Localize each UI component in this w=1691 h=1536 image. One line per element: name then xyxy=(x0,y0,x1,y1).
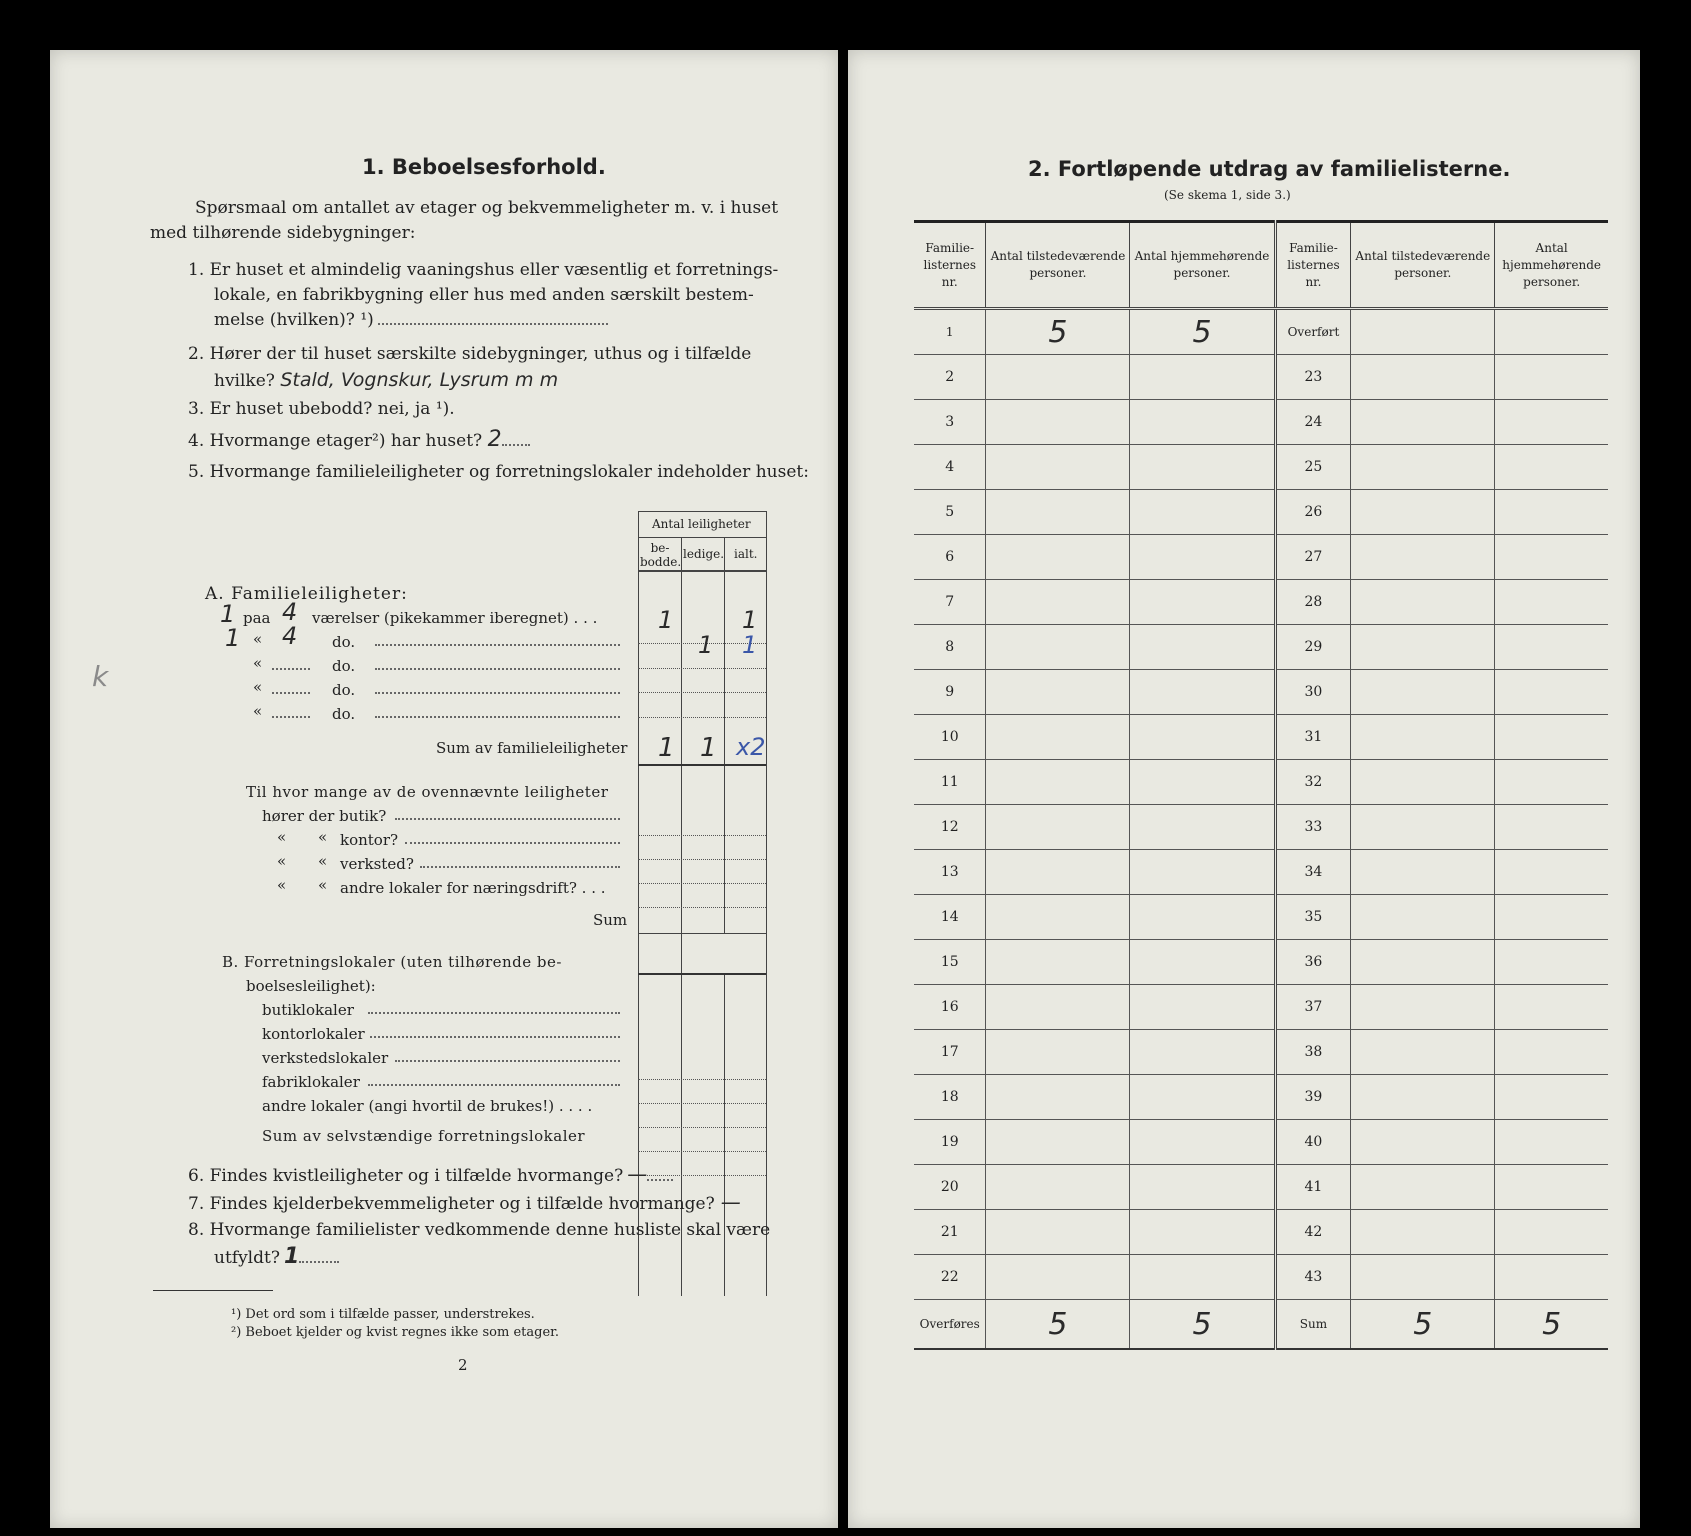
family-list-table xyxy=(914,220,1608,1350)
cell-present-count xyxy=(986,490,1130,535)
cell-present-count xyxy=(986,1075,1130,1120)
cell-present-count xyxy=(986,625,1130,670)
cell-list-nr: 10 xyxy=(914,715,986,760)
cell-present-count xyxy=(986,400,1130,445)
b3-dots xyxy=(395,1046,620,1062)
table-row xyxy=(914,400,1608,445)
til-hvor-mange-verksted: verksted? xyxy=(340,855,414,873)
question-2-text: hvilke? xyxy=(214,371,275,391)
table-row xyxy=(914,580,1608,625)
cell-list-nr-2: 28 xyxy=(1275,580,1351,625)
cell-present-count-2 xyxy=(1351,940,1495,985)
b-kontorlokaler: kontorlokaler xyxy=(262,1025,365,1043)
grid-row-line xyxy=(638,907,766,908)
ditto-mark: « xyxy=(253,702,263,720)
row-5-do: do. xyxy=(332,705,356,723)
cell-present-count xyxy=(986,580,1130,625)
table-row xyxy=(914,1300,1608,1350)
table-row xyxy=(914,1075,1608,1120)
row-3-rooms-line xyxy=(272,654,310,670)
table-row xyxy=(914,1210,1608,1255)
left-page xyxy=(50,50,838,1528)
question-1-line-2: lokale, en fabrikbygning eller hus med anden særskilt bestem- xyxy=(214,285,754,305)
cell-present-count xyxy=(986,535,1130,580)
cell-list-nr-2: 38 xyxy=(1275,1030,1351,1075)
cell-resident-count-2 xyxy=(1495,355,1608,400)
table-row xyxy=(914,1255,1608,1300)
col-bebodde: be-bodde. xyxy=(640,541,682,569)
intro-line-1: Spørsmaal om antallet av etager og bekvemmeligheter m. v. i huset xyxy=(195,198,779,218)
cell-list-nr: 4 xyxy=(914,445,986,490)
cell-present-count xyxy=(986,760,1130,805)
answer-line xyxy=(647,1165,673,1181)
question-1-text: melse (hvilken)? ¹) xyxy=(214,310,374,330)
cell-resident-count-2 xyxy=(1495,400,1608,445)
cell-resident-count-2 xyxy=(1495,1075,1608,1120)
footnote-2: ²) Beboet kjelder og kvist regnes ikke som etager. xyxy=(231,1325,560,1340)
table-body xyxy=(914,309,1608,1350)
cell-list-nr-2: Sum xyxy=(1275,1300,1351,1350)
ditto-mark: « xyxy=(277,852,287,870)
cell-list-nr-2: 29 xyxy=(1275,625,1351,670)
intro-line-2: med tilhørende sidebygninger: xyxy=(150,223,416,243)
header-hjemmehorende-2: Antal hjemmehørende personer. xyxy=(1495,222,1608,309)
table-row xyxy=(914,940,1608,985)
cell-list-nr: 14 xyxy=(914,895,986,940)
table-row xyxy=(914,895,1608,940)
cell-resident-count-2 xyxy=(1495,715,1608,760)
cell-present-count-2 xyxy=(1351,490,1495,535)
cell-resident-count xyxy=(1130,1255,1275,1300)
cell-resident-count xyxy=(1130,670,1275,715)
row-2-ialt-value: 1 xyxy=(742,631,758,659)
cell-list-nr: 6 xyxy=(914,535,986,580)
cell-list-nr: 3 xyxy=(914,400,986,445)
cell-present-count-2 xyxy=(1351,670,1495,715)
question-4 xyxy=(188,427,530,454)
cell-present-count xyxy=(986,445,1130,490)
row-1-text: værelser (pikekammer iberegnet) . . . xyxy=(312,609,598,627)
cell-present-count-2 xyxy=(1351,895,1495,940)
cell-list-nr: Overføres xyxy=(914,1300,986,1350)
row-2-do: do. xyxy=(332,633,356,651)
table-row xyxy=(914,715,1608,760)
cell-resident-count xyxy=(1130,895,1275,940)
sum-ialt-value: x2 xyxy=(736,733,766,761)
section-2-title: 2. Fortløpende utdrag av familielisterne. xyxy=(1028,157,1511,181)
b-andre-lokaler: andre lokaler (angi hvortil de brukes!) . . . . xyxy=(262,1097,593,1115)
cell-present-count-2 xyxy=(1351,985,1495,1030)
section-1-title: 1. Beboelsesforhold. xyxy=(362,155,606,179)
table-row xyxy=(914,625,1608,670)
cell-resident-count xyxy=(1130,1165,1275,1210)
row-1-count: 1 xyxy=(220,600,236,628)
row-2-dots xyxy=(375,630,620,646)
sum-label: Sum xyxy=(593,911,628,929)
header-hjemmehorende: Antal hjemmehørende personer. xyxy=(1130,222,1275,309)
grid-row-line xyxy=(638,668,766,669)
cell-resident-count-2 xyxy=(1495,625,1608,670)
section-2-subtitle: (Se skema 1, side 3.) xyxy=(1164,188,1291,202)
table-row xyxy=(914,1030,1608,1075)
header-tilstedevaerende: Antal tilstedeværende personer. xyxy=(986,222,1130,309)
cell-present-count xyxy=(986,1210,1130,1255)
section-b-line-1: B. Forretningslokaler (uten tilhørende be- xyxy=(222,953,562,971)
cell-list-nr-2: 40 xyxy=(1275,1120,1351,1165)
b2-dots xyxy=(370,1022,620,1038)
cell-resident-count-2 xyxy=(1495,1165,1608,1210)
cell-resident-count-2 xyxy=(1495,1030,1608,1075)
cell-present-count-2 xyxy=(1351,1120,1495,1165)
question-8-line-1: 8. Hvormange familielister vedkommende denne husliste skal være xyxy=(188,1220,771,1240)
cell-list-nr: 15 xyxy=(914,940,986,985)
section-b-line-2: boelsesleilighet): xyxy=(246,977,376,995)
antal-header: Antal leiligheter xyxy=(652,517,751,531)
footnote-1: ¹) Det ord som i tilfælde passer, understrekes. xyxy=(231,1307,535,1322)
cell-present-count-2 xyxy=(1351,625,1495,670)
b4-dots xyxy=(368,1070,620,1086)
grid-sum-line xyxy=(638,764,766,766)
cell-list-nr-2: 32 xyxy=(1275,760,1351,805)
row-4-dots xyxy=(375,678,620,694)
cell-list-nr: 16 xyxy=(914,985,986,1030)
grid-section-line xyxy=(638,973,766,975)
cell-resident-count xyxy=(1130,355,1275,400)
grid-sum-line xyxy=(638,933,766,934)
header-familielisternes-nr-2: Familie-listernes nr. xyxy=(1275,222,1351,309)
cell-resident-count xyxy=(1130,535,1275,580)
question-8-answer: 1 xyxy=(283,1244,300,1269)
butik-dots xyxy=(395,804,620,820)
cell-present-count-2 xyxy=(1351,535,1495,580)
page-number: 2 xyxy=(458,1356,468,1374)
cell-list-nr: 20 xyxy=(914,1165,986,1210)
cell-resident-count xyxy=(1130,445,1275,490)
table-row xyxy=(914,445,1608,490)
cell-resident-count-2 xyxy=(1495,580,1608,625)
cell-present-count-2 xyxy=(1351,580,1495,625)
cell-resident-count: 5 xyxy=(1130,309,1275,355)
cell-list-nr: 11 xyxy=(914,760,986,805)
kontor-dots xyxy=(405,828,620,844)
table-row xyxy=(914,535,1608,580)
cell-present-count xyxy=(986,940,1130,985)
verksted-dots xyxy=(420,852,620,868)
cell-list-nr-2: 31 xyxy=(1275,715,1351,760)
grid-right-border xyxy=(766,511,767,1296)
cell-present-count xyxy=(986,715,1130,760)
grid-row-line xyxy=(638,692,766,693)
cell-list-nr: 22 xyxy=(914,1255,986,1300)
question-7-answer: — xyxy=(720,1190,741,1214)
cell-present-count: 5 xyxy=(986,309,1130,355)
cell-list-nr: 12 xyxy=(914,805,986,850)
question-8-text: utfyldt? xyxy=(214,1248,280,1268)
cell-resident-count-2 xyxy=(1495,490,1608,535)
cell-list-nr: 5 xyxy=(914,490,986,535)
table-row xyxy=(914,1165,1608,1210)
cell-list-nr: 2 xyxy=(914,355,986,400)
grid-row-line xyxy=(638,1151,766,1152)
question-2-line-1: 2. Hører der til huset særskilte sidebygninger, uthus og i tilfælde xyxy=(188,344,752,364)
grid-top-border xyxy=(638,511,766,512)
row-2-count: 1 xyxy=(225,624,241,652)
cell-list-nr-2: 42 xyxy=(1275,1210,1351,1255)
table-row xyxy=(914,850,1608,895)
cell-resident-count xyxy=(1130,400,1275,445)
cell-resident-count xyxy=(1130,760,1275,805)
cell-resident-count-2 xyxy=(1495,1210,1608,1255)
table-row xyxy=(914,355,1608,400)
grid-row-line xyxy=(638,717,766,718)
grid-row-line xyxy=(638,1127,766,1128)
ditto-mark: « xyxy=(318,876,328,894)
grid-col-divider-1 xyxy=(681,537,682,1296)
cell-present-count xyxy=(986,1030,1130,1075)
question-8-line-2 xyxy=(214,1244,339,1271)
cell-resident-count xyxy=(1130,580,1275,625)
cell-list-nr-2: 23 xyxy=(1275,355,1351,400)
sum-ledige-value: 1 xyxy=(700,733,717,763)
cell-present-count-2 xyxy=(1351,760,1495,805)
cell-present-count-2 xyxy=(1351,400,1495,445)
grid-row-line xyxy=(638,883,766,884)
row-1-ialt-value: 1 xyxy=(742,606,758,634)
row-4-rooms-line xyxy=(272,678,310,694)
cell-present-count xyxy=(986,895,1130,940)
cell-resident-count-2 xyxy=(1495,445,1608,490)
cell-resident-count xyxy=(1130,715,1275,760)
cell-present-count-2 xyxy=(1351,1210,1495,1255)
answer-line xyxy=(378,309,608,325)
cell-resident-count-2 xyxy=(1495,940,1608,985)
grid-row-line xyxy=(638,859,766,860)
grid-col-divider-2b xyxy=(724,975,725,1296)
ditto-mark: « xyxy=(277,828,287,846)
row-3-dots xyxy=(375,654,620,670)
question-5: 5. Hvormange familieleiligheter og forretningslokaler indeholder huset: xyxy=(188,462,809,482)
cell-present-count-2 xyxy=(1351,1165,1495,1210)
cell-resident-count-2 xyxy=(1495,309,1608,355)
cell-present-count-2 xyxy=(1351,309,1495,355)
cell-list-nr-2: 37 xyxy=(1275,985,1351,1030)
cell-resident-count xyxy=(1130,1075,1275,1120)
cell-present-count-2 xyxy=(1351,355,1495,400)
table-row xyxy=(914,760,1608,805)
b1-dots xyxy=(368,998,620,1014)
row-1-rooms: 4 xyxy=(282,598,298,626)
til-hvor-mange-andre: andre lokaler for næringsdrift? . . . xyxy=(340,879,606,897)
question-1-line-1: 1. Er huset et almindelig vaaningshus eller væsentlig et forretnings- xyxy=(188,260,779,280)
cell-list-nr-2: 41 xyxy=(1275,1165,1351,1210)
cell-resident-count xyxy=(1130,625,1275,670)
cell-list-nr: 13 xyxy=(914,850,986,895)
ditto-mark: « xyxy=(318,828,328,846)
til-hvor-mange-line-1: Til hvor mange av de ovennævnte leiligheter xyxy=(246,783,609,801)
question-1-line-3 xyxy=(214,308,608,333)
cell-list-nr: 1 xyxy=(914,309,986,355)
cell-present-count-2 xyxy=(1351,805,1495,850)
cell-present-count xyxy=(986,355,1130,400)
cell-resident-count-2 xyxy=(1495,895,1608,940)
cell-list-nr-2: 24 xyxy=(1275,400,1351,445)
ditto-mark: « xyxy=(253,654,263,672)
cell-resident-count: 5 xyxy=(1130,1300,1275,1350)
cell-present-count-2 xyxy=(1351,1030,1495,1075)
cell-present-count-2: 5 xyxy=(1351,1300,1495,1350)
row-2-ledige-value: 1 xyxy=(698,631,714,659)
til-hvor-mange-butik: hører der butik? xyxy=(262,807,387,825)
footnote-rule xyxy=(153,1290,273,1291)
ditto-mark: « xyxy=(277,876,287,894)
cell-list-nr-2: 25 xyxy=(1275,445,1351,490)
header-familielisternes-nr: Familie-listernes nr. xyxy=(914,222,986,309)
grid-header-divider xyxy=(638,537,766,538)
cell-present-count-2 xyxy=(1351,445,1495,490)
question-7-text: 7. Findes kjelderbekvemmeligheter og i tilfælde hvormange? xyxy=(188,1194,715,1214)
cell-present-count-2 xyxy=(1351,715,1495,760)
question-7 xyxy=(188,1190,741,1217)
table-row xyxy=(914,985,1608,1030)
table-header-row xyxy=(914,222,1608,309)
b-butiklokaler: butiklokaler xyxy=(262,1001,354,1019)
cell-present-count-2 xyxy=(1351,1075,1495,1120)
question-6-answer: — xyxy=(627,1162,648,1186)
row-1-bebodde-value: 1 xyxy=(658,606,674,634)
cell-resident-count-2 xyxy=(1495,535,1608,580)
cell-present-count-2 xyxy=(1351,850,1495,895)
col-ialt: ialt. xyxy=(734,547,758,561)
grid-col-divider-2 xyxy=(724,537,725,933)
row-5-rooms-line xyxy=(272,702,310,718)
row-5-dots xyxy=(375,702,620,718)
question-4-answer: 2 xyxy=(487,427,502,452)
answer-line xyxy=(299,1247,339,1263)
cell-resident-count xyxy=(1130,1030,1275,1075)
grid-row-line xyxy=(638,1079,766,1080)
table-row xyxy=(914,309,1608,355)
ditto-mark: « xyxy=(318,852,328,870)
row-3-do: do. xyxy=(332,657,356,675)
cell-present-count xyxy=(986,850,1130,895)
cell-resident-count-2 xyxy=(1495,1255,1608,1300)
cell-list-nr-2: 39 xyxy=(1275,1075,1351,1120)
cell-list-nr: 18 xyxy=(914,1075,986,1120)
cell-list-nr-2: 30 xyxy=(1275,670,1351,715)
cell-resident-count-2 xyxy=(1495,850,1608,895)
right-page xyxy=(848,50,1640,1528)
cell-resident-count xyxy=(1130,805,1275,850)
cell-resident-count-2 xyxy=(1495,670,1608,715)
sum-forretningslokaler-label: Sum av selvstændige forretningslokaler xyxy=(262,1127,586,1145)
cell-resident-count xyxy=(1130,985,1275,1030)
cell-resident-count-2 xyxy=(1495,805,1608,850)
cell-list-nr-2: 26 xyxy=(1275,490,1351,535)
til-hvor-mange-kontor: kontor? xyxy=(340,831,399,849)
cell-resident-count xyxy=(1130,1210,1275,1255)
cell-resident-count xyxy=(1130,940,1275,985)
cell-resident-count-2: 5 xyxy=(1495,1300,1608,1350)
cell-present-count xyxy=(986,670,1130,715)
cell-list-nr: 7 xyxy=(914,580,986,625)
sum-familieleiligheter-label: Sum av familieleiligheter xyxy=(436,739,628,757)
cell-resident-count xyxy=(1130,850,1275,895)
col-ledige: ledige. xyxy=(683,547,725,561)
cell-list-nr: 19 xyxy=(914,1120,986,1165)
b-fabriklokaler: fabriklokaler xyxy=(262,1073,360,1091)
row-1-paa: paa xyxy=(243,609,271,627)
question-2-line-2 xyxy=(214,368,558,394)
answer-line xyxy=(502,430,530,446)
table-row xyxy=(914,490,1608,535)
cell-list-nr-2: 27 xyxy=(1275,535,1351,580)
cell-present-count xyxy=(986,805,1130,850)
ditto-mark: « xyxy=(253,630,263,648)
cell-list-nr-2: 43 xyxy=(1275,1255,1351,1300)
cell-list-nr: 21 xyxy=(914,1210,986,1255)
cell-resident-count-2 xyxy=(1495,760,1608,805)
row-4-do: do. xyxy=(332,681,356,699)
grid-header-bottom xyxy=(638,570,766,572)
margin-mark: k xyxy=(92,660,109,693)
row-2-rooms: 4 xyxy=(282,622,298,650)
cell-present-count xyxy=(986,985,1130,1030)
table-row xyxy=(914,670,1608,715)
question-3: 3. Er huset ubebodd? nei, ja ¹). xyxy=(188,399,455,419)
cell-present-count-2 xyxy=(1351,1255,1495,1300)
cell-present-count xyxy=(986,1120,1130,1165)
cell-resident-count xyxy=(1130,1120,1275,1165)
cell-resident-count-2 xyxy=(1495,985,1608,1030)
cell-list-nr: 8 xyxy=(914,625,986,670)
question-4-text: 4. Hvormange etager²) har huset? xyxy=(188,431,483,451)
grid-row-line xyxy=(638,835,766,836)
cell-resident-count xyxy=(1130,490,1275,535)
question-6-text: 6. Findes kvistleiligheter og i tilfælde hvormange? xyxy=(188,1166,624,1186)
table-row xyxy=(914,805,1608,850)
cell-list-nr: 9 xyxy=(914,670,986,715)
cell-list-nr-2: 33 xyxy=(1275,805,1351,850)
table-row xyxy=(914,1120,1608,1165)
cell-list-nr: 17 xyxy=(914,1030,986,1075)
sum-bebodde-value: 1 xyxy=(658,733,675,763)
cell-resident-count-2 xyxy=(1495,1120,1608,1165)
cell-present-count: 5 xyxy=(986,1300,1130,1350)
cell-list-nr-2: Overført xyxy=(1275,309,1351,355)
cell-present-count xyxy=(986,1165,1130,1210)
grid-row-line xyxy=(638,1103,766,1104)
header-tilstedevaerende-2: Antal tilstedeværende personer. xyxy=(1351,222,1495,309)
cell-list-nr-2: 34 xyxy=(1275,850,1351,895)
cell-present-count xyxy=(986,1255,1130,1300)
b-verkstedslokaler: verkstedslokaler xyxy=(262,1049,389,1067)
cell-list-nr-2: 36 xyxy=(1275,940,1351,985)
question-6 xyxy=(188,1162,673,1189)
section-a-heading: A. Familieleiligheter: xyxy=(205,584,408,604)
cell-list-nr-2: 35 xyxy=(1275,895,1351,940)
question-2-answer: Stald, Vognskur, Lysrum m m xyxy=(280,369,559,391)
ditto-mark: « xyxy=(253,678,263,696)
